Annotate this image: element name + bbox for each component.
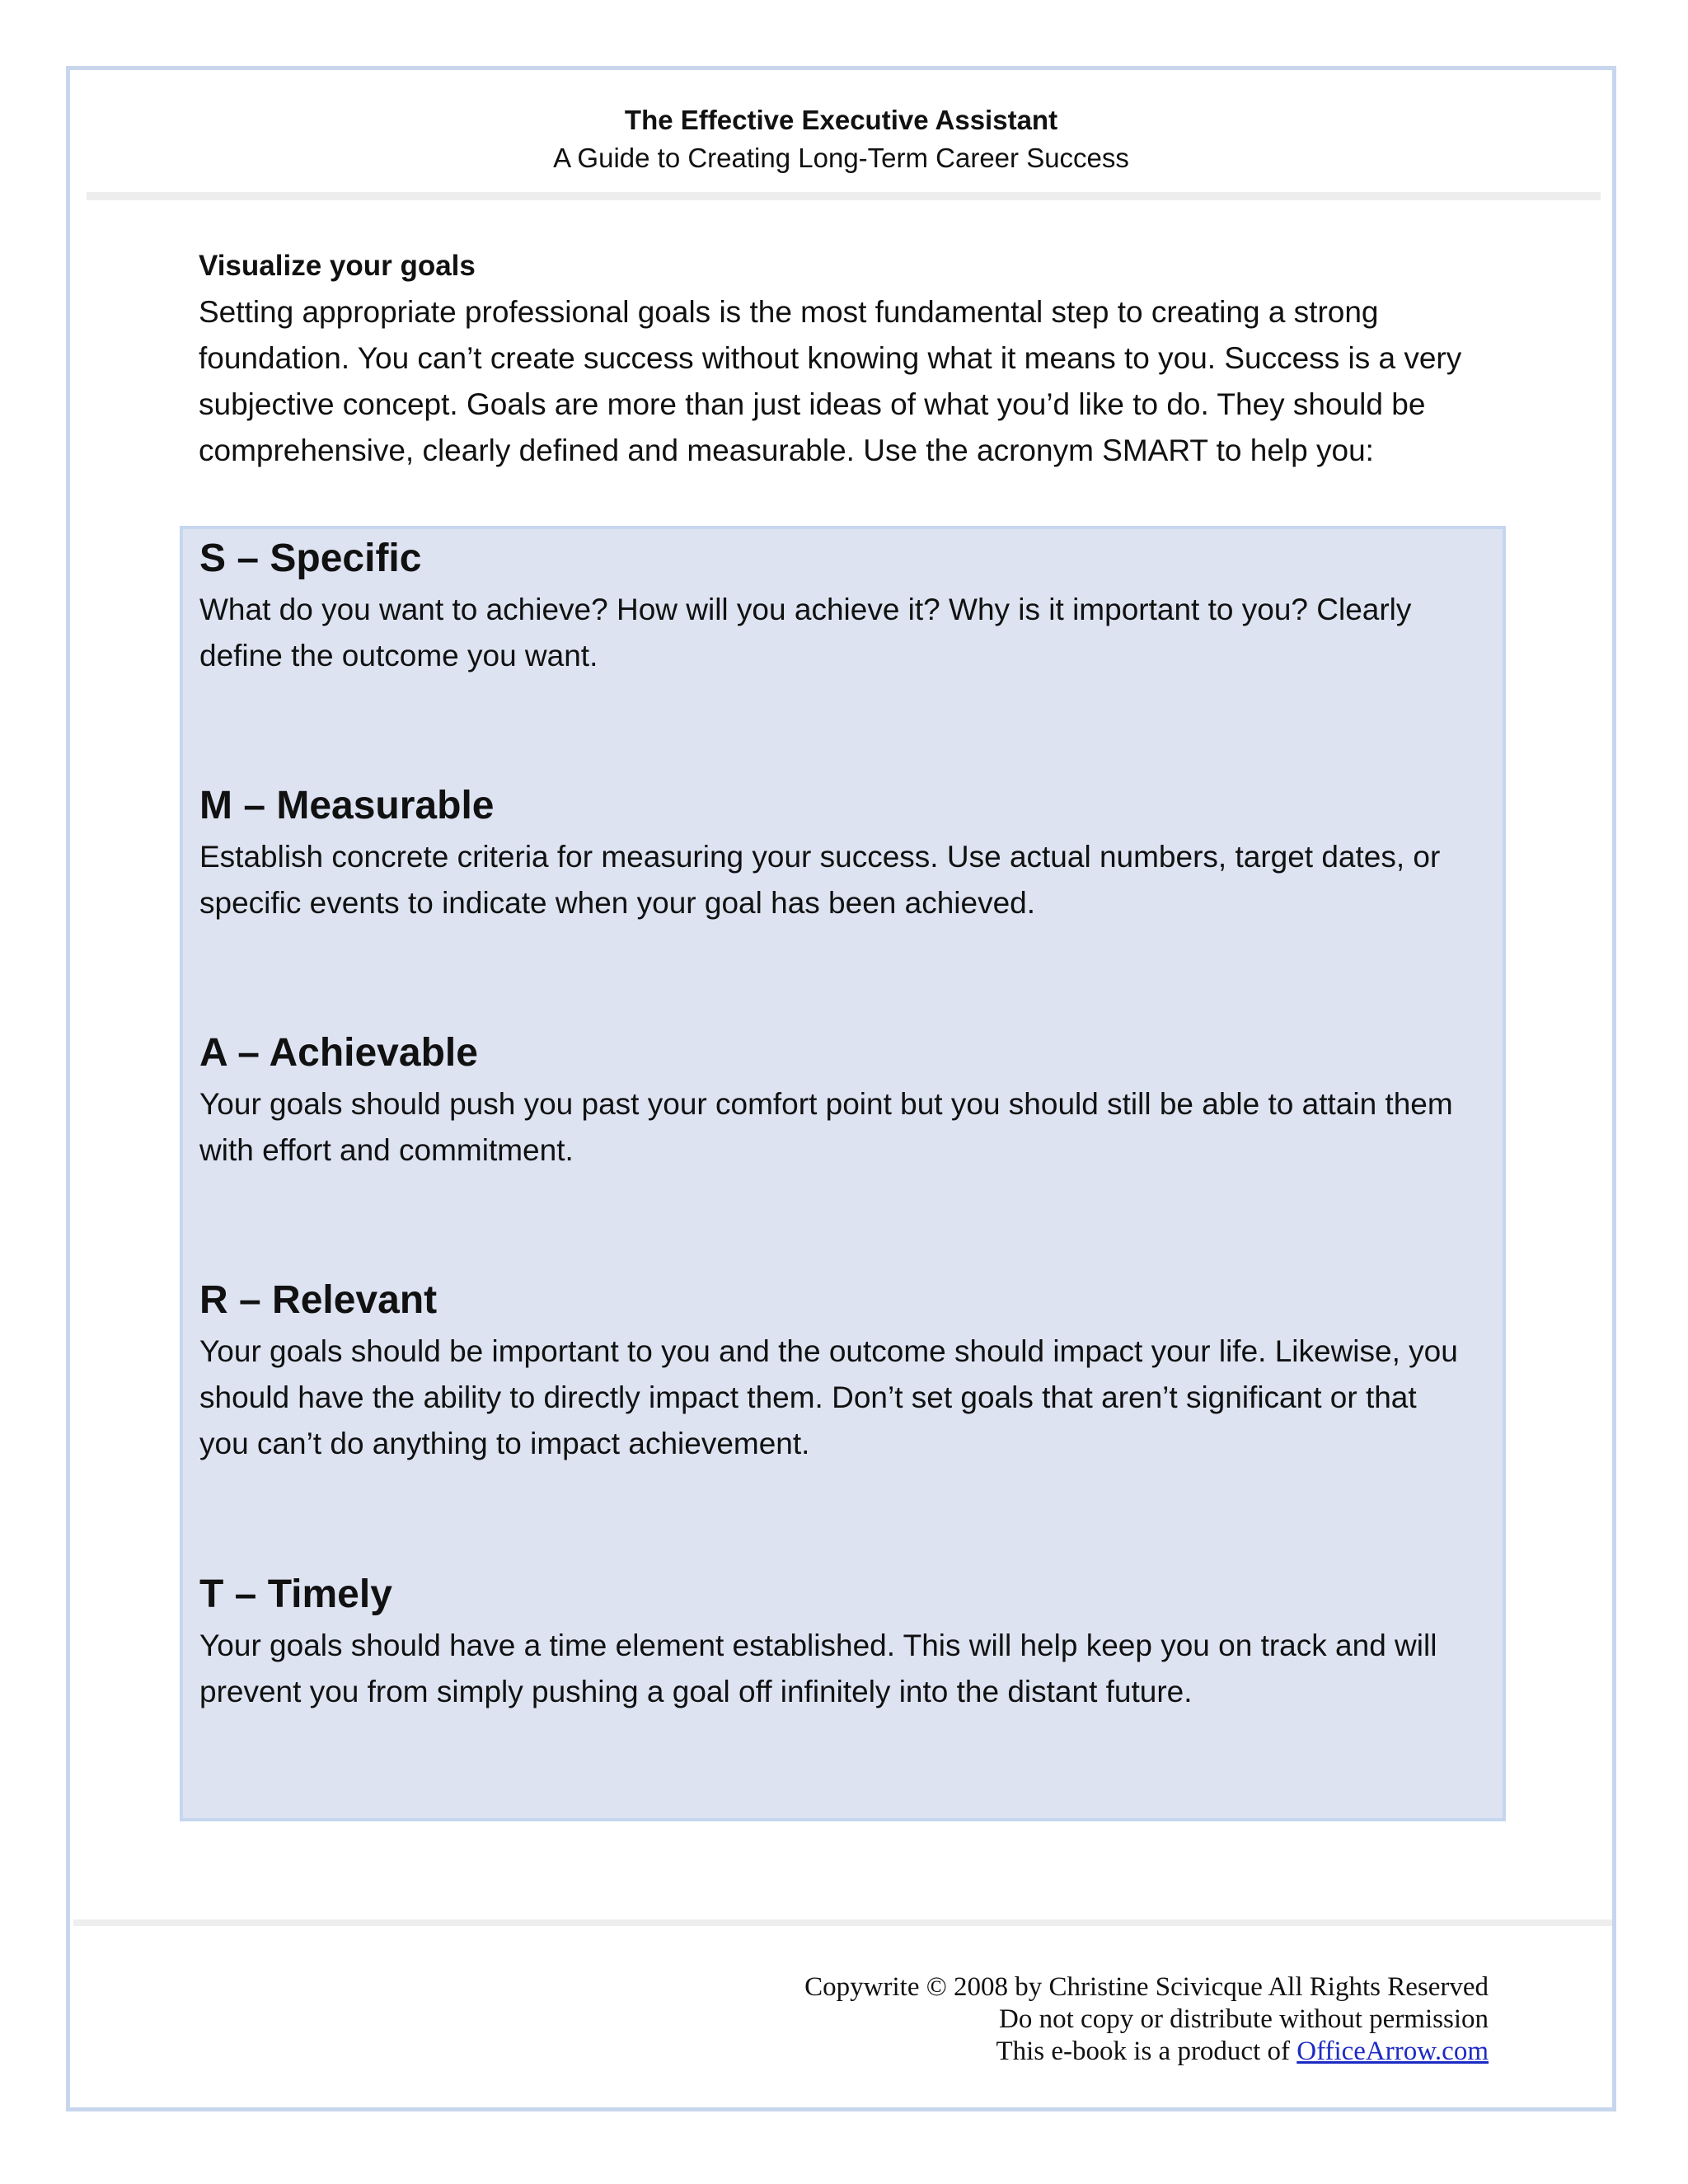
- smart-item-timely: [199, 1570, 1485, 1715]
- smart-heading: R – Relevant: [199, 1278, 438, 1322]
- intro-line: Setting appropriate professional goals is the most fundamental step to creating a strong: [199, 295, 1379, 329]
- smart-item-achievable: [199, 1029, 1485, 1174]
- smart-description: [199, 1081, 1485, 1174]
- intro-line: foundation. You can’t create success without knowing what it means to you. Success is a very: [199, 341, 1462, 375]
- document-title: The Effective Executive Assistant: [624, 105, 1058, 135]
- smart-heading: T – Timely: [199, 1572, 392, 1616]
- smart-item-relevant: [199, 1276, 1485, 1467]
- smart-heading: M – Measurable: [199, 784, 495, 827]
- section-heading: Visualize your goals: [199, 250, 476, 282]
- smart-description: [199, 1623, 1485, 1715]
- description-line: define the outcome you want.: [199, 639, 598, 673]
- officearrow-link[interactable]: OfficeArrow.com: [1296, 2036, 1489, 2066]
- document-header: [70, 101, 1612, 177]
- smart-item-specific: [199, 534, 1485, 679]
- description-line: prevent you from simply pushing a goal off infinitely into the distant future.: [199, 1675, 1193, 1708]
- description-line: What do you want to achieve? How will you achieve it? Why is it important to you? Clearly: [199, 593, 1412, 626]
- description-line: Your goals should have a time element established. This will help keep you on track and will: [199, 1629, 1437, 1662]
- description-line: Your goals should push you past your comfort point but you should still be able to attain them: [199, 1087, 1453, 1121]
- smart-description: [199, 1329, 1485, 1467]
- document-footer: [804, 1971, 1489, 2068]
- product-prefix: This e-book is a product of: [996, 2036, 1297, 2066]
- page-frame: [66, 66, 1616, 2111]
- smart-description: [199, 587, 1485, 679]
- intro-line: comprehensive, clearly defined and measurable. Use the acronym SMART to help you:: [199, 434, 1374, 467]
- description-line: Establish concrete criteria for measuring your success. Use actual numbers, target dates, or: [199, 840, 1441, 874]
- product-notice: [804, 2036, 1489, 2068]
- description-line: specific events to indicate when your goal has been achieved.: [199, 886, 1036, 920]
- description-line: Your goals should be important to you and the outcome should impact your life. Likewise, you: [199, 1334, 1458, 1368]
- intro-line: subjective concept. Goals are more than just ideas of what you’d like to do. They should be: [199, 387, 1426, 421]
- description-line: should have the ability to directly impact them. Don’t set goals that aren’t significant or that: [199, 1380, 1417, 1414]
- description-line: you can’t do anything to impact achievement.: [199, 1427, 810, 1460]
- smart-heading: S – Specific: [199, 537, 422, 580]
- intro-paragraph: [199, 289, 1509, 474]
- smart-description: [199, 834, 1485, 926]
- copyright-notice: Copywrite © 2008 by Christine Scivicque All Rights Reserved: [804, 1972, 1489, 2002]
- distribution-notice: Do not copy or distribute without permission: [999, 2004, 1489, 2034]
- smart-item-measurable: [199, 781, 1485, 926]
- header-divider: [87, 192, 1601, 200]
- document-subtitle: A Guide to Creating Long-Term Career Success: [553, 143, 1129, 173]
- description-line: with effort and commitment.: [199, 1133, 574, 1167]
- smart-heading: A – Achievable: [199, 1031, 478, 1075]
- intro-section: [199, 243, 1509, 474]
- smart-goals-box: [180, 526, 1506, 1821]
- footer-divider: [73, 1919, 1612, 1926]
